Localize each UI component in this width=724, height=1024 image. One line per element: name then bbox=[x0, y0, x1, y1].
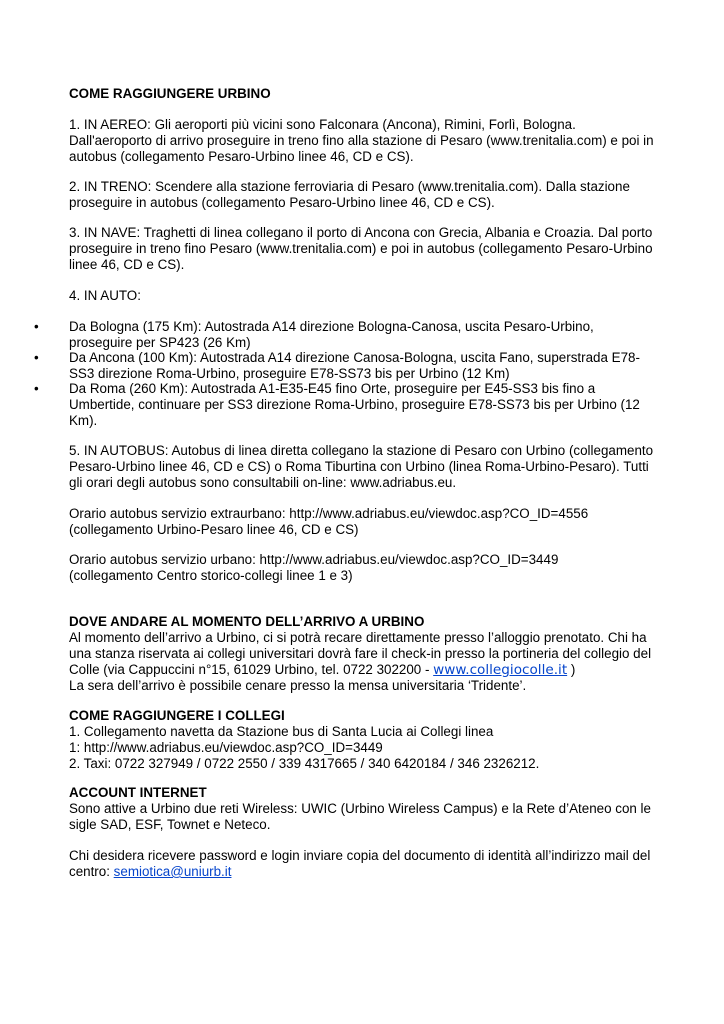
orario-extra-line-1: Orario autobus servizio extraurbano: http://www.adriabus.eu/viewdoc.asp?CO_ID=4556 bbox=[69, 506, 589, 521]
internet-text: Sono attive a Urbino due reti Wireless: UWIC (Urbino Wireless Campus) e la Rete d’Ateneo con le sigle SAD, ESF, Townet e Neteco. bbox=[69, 801, 651, 832]
section-auto-heading: 4. IN AUTO: bbox=[69, 288, 141, 303]
request-text: Chi desidera ricevere password e login inviare copia del documento di identità all’indirizzo mail del centro: bbox=[69, 848, 651, 879]
collegiocolle-link[interactable]: www.collegiocolle.it bbox=[433, 662, 568, 678]
aereo-line-1: 1. IN AEREO: Gli aeroporti più vicini sono Falconara (Ancona), Rimini, Forlì, Bologna. bbox=[69, 117, 576, 132]
arrivo-text-after: ) bbox=[567, 662, 576, 677]
section-arrivo bbox=[69, 614, 659, 694]
auto-item-text: Da Roma (260 Km): Autostrada A1-E35-E45 fino Orte, proseguire per E45-SS3 bis fino a Umbertide, continuare per SS3 direzione Roma-Urbino, proseguire E78-SS73 bis per Urbino (12 Km). bbox=[69, 381, 640, 428]
auto-list-item bbox=[34, 350, 659, 382]
section-treno: 2. IN TRENO: Scendere alla stazione ferroviaria di Pesaro (www.trenitalia.com). Dalla stazione proseguire in autobus (collegamento Pesaro-Urbino linee 46, CD e CS). bbox=[69, 179, 630, 210]
collegi-heading: COME RAGGIUNGERE I COLLEGI bbox=[69, 708, 285, 723]
bullet-icon: • bbox=[34, 319, 39, 334]
orario-urbano-line-2: (collegamento Centro storico-collegi linee 1 e 3) bbox=[69, 568, 353, 583]
auto-list-item bbox=[34, 319, 659, 351]
orario-urbano bbox=[69, 552, 659, 584]
orario-urbano-line-1: Orario autobus servizio urbano: http://www.adriabus.eu/viewdoc.asp?CO_ID=3449 bbox=[69, 552, 559, 567]
orario-extraurbano bbox=[69, 506, 659, 538]
collegi-line-1: 1. Collegamento navetta da Stazione bus di Santa Lucia ai Collegi linea bbox=[69, 724, 494, 739]
arrivo-text bbox=[69, 630, 659, 678]
section-nave: 3. IN NAVE: Traghetti di linea collegano il porto di Ancona con Grecia, Albania e Croazia. Dal porto proseguire in treno fino Pesaro (www.trenitalia.com) e poi in autobus (collegamento Pesaro-Urbino linee 46, CD e CS). bbox=[69, 225, 653, 272]
email-link[interactable]: semiotica@uniurb.it bbox=[113, 864, 232, 879]
bullet-icon: • bbox=[34, 350, 39, 365]
arrivo-heading: DOVE ANDARE AL MOMENTO DELL’ARRIVO A URBINO bbox=[69, 614, 425, 629]
auto-item-text: Da Bologna (175 Km): Autostrada A14 direzione Bologna-Canosa, uscita Pesaro-Urbino, proseguire per SP423 (26 Km) bbox=[69, 319, 594, 350]
collegi-line-3: 2. Taxi: 0722 327949 / 0722 2550 / 339 4317665 / 340 6420184 / 346 2326212. bbox=[69, 756, 540, 771]
internet-heading: ACCOUNT INTERNET bbox=[69, 785, 207, 800]
orario-extra-line-2: (collegamento Urbino-Pesaro linee 46, CD e CS) bbox=[69, 522, 359, 537]
bullet-icon: • bbox=[34, 381, 39, 396]
section-aereo bbox=[69, 117, 659, 165]
collegi-line-2: 1: http://www.adriabus.eu/viewdoc.asp?CO_ID=3449 bbox=[69, 740, 383, 755]
page-title: COME RAGGIUNGERE URBINO bbox=[69, 86, 271, 101]
auto-list-item bbox=[34, 381, 659, 429]
auto-item-text: Da Ancona (100 Km): Autostrada A14 direzione Canosa-Bologna, uscita Fano, superstrada E78-SS3 direzione Roma-Urbino, proseguire E78-SS73 bis per Urbino (12 Km) bbox=[69, 350, 640, 381]
section-collegi bbox=[69, 708, 659, 772]
section-internet bbox=[69, 785, 659, 833]
section-autobus: 5. IN AUTOBUS: Autobus di linea diretta collegano la stazione di Pesaro con Urbino (collegamento Pesaro-Urbino linee 46, CD e CS) o Roma Tiburtina con Urbino (linea Roma-Urbino-Pesaro). Tutti gli orari degli autobus sono consultabili on-line: www.adriabus.eu. bbox=[69, 443, 654, 490]
section-request bbox=[69, 848, 659, 880]
aereo-line-2: Dall'aeroporto di arrivo proseguire in treno fino alla stazione di Pesaro (www.trenitalia.com) e poi in autobus (collegamento Pesaro-Urbino linee 46, CD e CS). bbox=[69, 133, 654, 164]
arrivo-text-before: Al momento dell’arrivo a Urbino, ci si potrà recare direttamente presso l’alloggio prenotato. Chi ha una stanza riservata ai collegi universitari dovrà fare il check-in presso la portineria del collegio del Colle (via Cappuccini n°15, 61029 Urbino, tel. 0722 302200 - bbox=[69, 630, 652, 677]
arrivo-last-line: La sera dell’arrivo è possibile cenare presso la mensa universitaria ‘Tridente’. bbox=[69, 678, 527, 693]
